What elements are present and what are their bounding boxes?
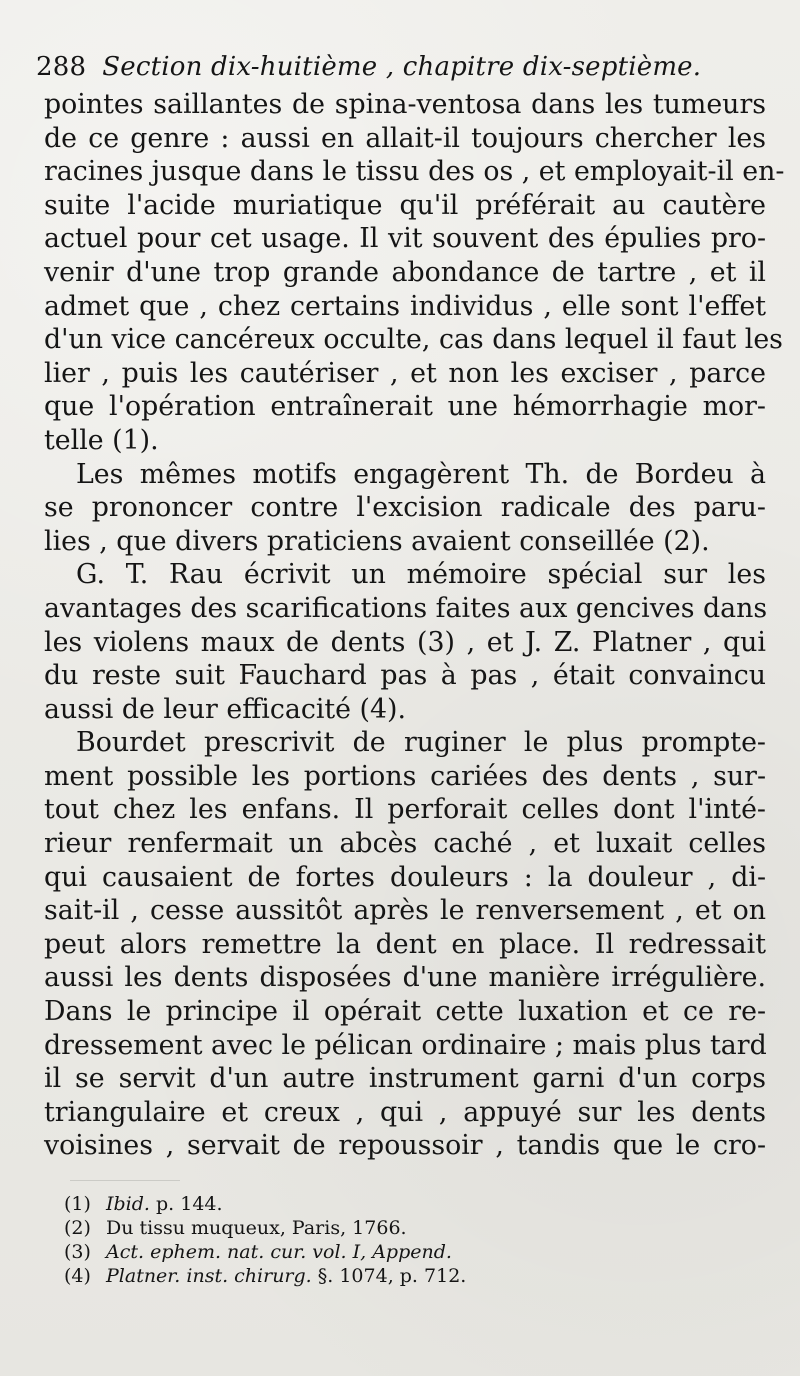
text-line: d'un vice cancéreux occulte, cas dans lequel il faut les: [44, 324, 783, 356]
text-line: suite l'acide muriatique qu'il préférait au cautère: [44, 189, 766, 221]
text-line: les violens maux de dents (3) , et J. Z. Platner , qui: [44, 626, 766, 658]
text-line: telle (1).: [44, 424, 159, 456]
text-line: pointes saillantes de spina-ventosa dans les tumeurs: [44, 89, 766, 120]
footnote-number: (3): [64, 1241, 91, 1263]
text-line: aussi les dents disposées d'une manière irrégulière.: [44, 962, 766, 994]
paragraph-start-line: Bourdet prescrivit de ruginer le plus prompte-: [76, 727, 766, 759]
text-line: Dans le principe il opérait cette luxation et ce re-: [44, 996, 766, 1028]
footnote-1: [64, 1192, 684, 1216]
text-line: actuel pour cet usage. Il vit souvent des épulies pro-: [44, 223, 766, 255]
running-header: [36, 40, 766, 80]
footnote-number: (1): [64, 1193, 91, 1215]
footnote-text: Du tissu muqueux, Paris, 1766.: [106, 1217, 407, 1239]
footnote-text: p. 144.: [149, 1193, 223, 1215]
footnotes: [64, 1192, 684, 1288]
text-line: aussi de leur efficacité (4).: [44, 693, 407, 725]
footnote-text: §. 1074, p. 712.: [311, 1265, 467, 1287]
text-line: tout chez les enfans. Il perforait celles dont l'inté-: [44, 794, 766, 826]
footnote-4: [64, 1264, 684, 1288]
text-line: sait-il , cesse aussitôt après le renversement , et on: [44, 895, 766, 927]
paragraph-start-line: G. T. Rau écrivit un mémoire spécial sur les: [76, 559, 766, 591]
footnote-source: Platner. inst. chirurg.: [106, 1265, 312, 1287]
text-line: rieur renfermait un abcès caché , et luxait celles: [44, 828, 766, 860]
text-line: dressement avec le pélican ordinaire ; mais plus tard: [44, 1029, 767, 1061]
text-line: voisines , servait de repoussoir , tandis que le cro-: [44, 1130, 766, 1162]
running-title: Section dix-huitième , chapitre dix-septième.: [102, 52, 702, 82]
page-number: 288: [36, 52, 87, 82]
paragraph-start-line: Les mêmes motifs engagèrent Th. de Bordeu à: [76, 458, 766, 490]
text-line: que l'opération entraînerait une hémorrhagie mor-: [44, 391, 766, 423]
text-line: lies , que divers praticiens avaient conseillée (2).: [44, 525, 710, 557]
text-line: de ce genre : aussi en allait-il toujours chercher les: [44, 122, 766, 154]
footnote-3: [64, 1240, 684, 1264]
footnote-divider: [70, 1180, 180, 1181]
footnote-source: Ibid.: [106, 1193, 150, 1215]
footnote-number: (2): [64, 1217, 91, 1239]
footnote-2: [64, 1216, 684, 1240]
footnote-number: (4): [64, 1265, 91, 1287]
text-line: se prononcer contre l'excision radicale des paru-: [44, 492, 766, 524]
footnote-source: Act. ephem. nat. cur. vol. I, Append.: [106, 1241, 452, 1263]
text-line: il se servit d'un autre instrument garni d'un corps: [44, 1063, 766, 1095]
text-line: peut alors remettre la dent en place. Il redressait: [44, 928, 766, 960]
text-line: admet que , chez certains individus , elle sont l'effet: [44, 290, 766, 322]
text-line: du reste suit Fauchard pas à pas , était convaincu: [44, 660, 766, 692]
text-line: venir d'une trop grande abondance de tartre , et il: [44, 256, 766, 288]
text-line: lier , puis les cautériser , et non les exciser , parce: [44, 357, 766, 389]
text-line: triangulaire et creux , qui , appuyé sur les dents: [44, 1096, 766, 1128]
body-text: [44, 88, 785, 1163]
text-line: avantages des scarifications faites aux gencives dans: [44, 592, 768, 624]
text-line: racines jusque dans le tissu des os , et employait-il en-: [44, 156, 785, 188]
text-line: qui causaient de fortes douleurs : la douleur , di-: [44, 861, 766, 893]
text-line: ment possible les portions cariées des dents , sur-: [44, 760, 766, 792]
